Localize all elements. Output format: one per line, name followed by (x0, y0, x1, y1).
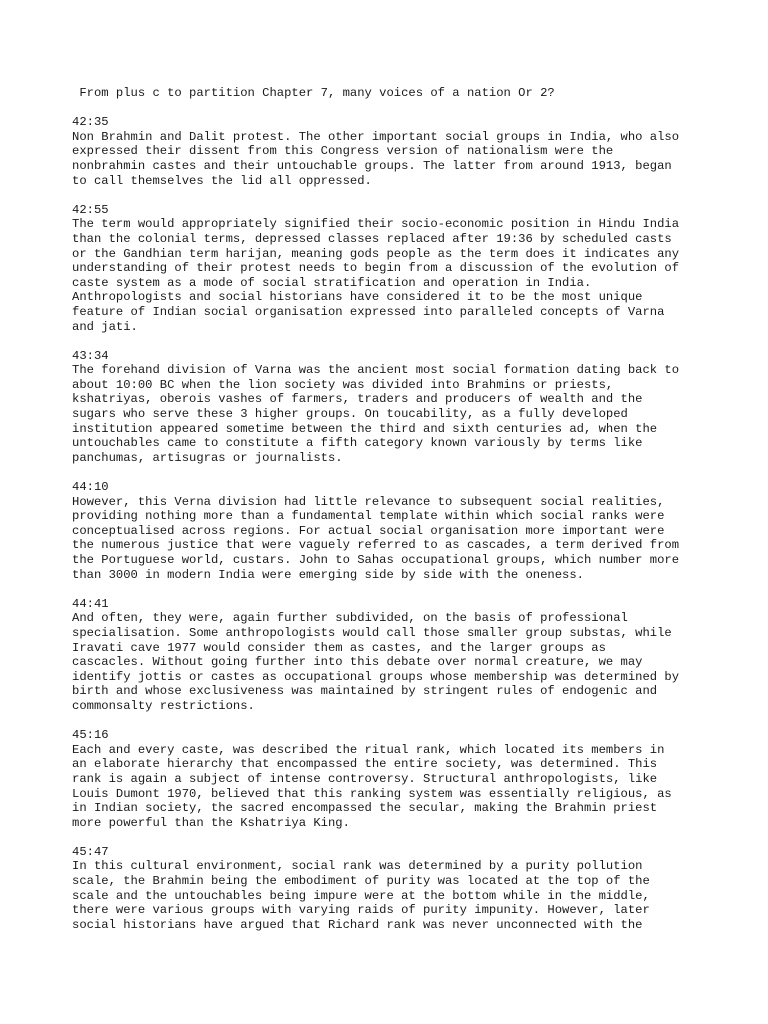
section-text-line: social historians have argued that Richard rank was never unconnected with the (72, 917, 643, 932)
section-text-line: in Indian society, the sacred encompassed the secular, making the Brahmin priest (72, 801, 658, 816)
transcript-sections (72, 115, 702, 932)
section-text-line: The forehand division of Varna was the ancient most social formation dating back to (72, 363, 680, 378)
transcript-section (72, 349, 702, 466)
section-timestamp: 43:34 (72, 348, 109, 363)
section-text-line: expressed their dissent from this Congress version of nationalism were the (72, 144, 614, 159)
section-text-line: birth and whose exclusiveness was maintained by stringent rules of endogenic and (72, 684, 658, 699)
section-text-line: untouchables came to constitute a fifth category known variously by terms like (72, 436, 643, 451)
section-text-line: kshatriyas, oberois vashes of farmers, traders and producers of wealth and the (72, 392, 643, 407)
document-page (72, 86, 702, 947)
transcript-section (72, 728, 702, 830)
section-text-line: more powerful than the Kshatriya King. (72, 815, 350, 830)
section-text-line: the numerous justice that were vaguely referred to as cascades, a term derived from (72, 538, 680, 553)
section-text-line: And often, they were, again further subdivided, on the basis of professional (72, 611, 628, 626)
section-text-line: identify jottis or castes as occupational groups whose membership was determined by (72, 669, 680, 684)
section-text-line: institution appeared sometime between the third and sixth centuries ad, when the (72, 421, 658, 436)
section-text-line: or the Gandhian term harijan, meaning gods people as the term does it indicates any (72, 246, 680, 261)
section-text-line: an elaborate hierarchy that encompassed the entire society, was determined. This (72, 757, 658, 772)
section-text-line: to call themselves the lid all oppressed. (72, 173, 372, 188)
transcript-section (72, 203, 702, 334)
document-title: From plus c to partition Chapter 7, many voices of a nation Or 2? (72, 86, 555, 100)
section-text-line: In this cultural environment, social rank was determined by a purity pollution (72, 859, 643, 874)
section-timestamp: 44:10 (72, 480, 109, 495)
transcript-section (72, 480, 702, 582)
section-text-line: and jati. (72, 319, 138, 334)
section-text-line: caste system as a mode of social stratification and operation in India. (72, 275, 592, 290)
transcript-section (72, 115, 702, 188)
section-text-line: commonsalty restrictions. (72, 698, 255, 713)
section-text-line: specialisation. Some anthropologists would call those smaller group substas, while (72, 625, 672, 640)
section-text-line: Each and every caste, was described the ritual rank, which located its members in (72, 742, 665, 757)
section-text-line: there were various groups with varying raids of purity impunity. However, later (72, 903, 650, 918)
section-text-line: The term would appropriately signified their socio-economic position in Hindu India (72, 217, 680, 232)
section-text-line: than 3000 in modern India were emerging side by side with the oneness. (72, 567, 584, 582)
section-text-line: conceptualised across regions. For actual social organisation more important were (72, 523, 665, 538)
section-text-line: understanding of their protest needs to begin from a discussion of the evolution of (72, 261, 680, 276)
section-text-line: cascacles. Without going further into this debate over normal creature, we may (72, 655, 643, 670)
section-text-line: Non Brahmin and Dalit protest. The other important social groups in India, who also (72, 129, 680, 144)
section-text-line: However, this Verna division had little relevance to subsequent social realities, (72, 494, 665, 509)
section-text-line: scale, the Brahmin being the embodiment of purity was located at the top of the (72, 874, 650, 889)
section-text-line: Anthropologists and social historians have considered it to be the most unique (72, 290, 643, 305)
section-timestamp: 44:41 (72, 596, 109, 611)
section-timestamp: 45:16 (72, 728, 109, 743)
section-text-line: the Portuguese world, custars. John to Sahas occupational groups, which number more (72, 553, 680, 567)
section-text-line: scale and the untouchables being impure were at the bottom while in the middle, (72, 888, 650, 903)
section-text-line: providing nothing more than a fundamental template within which social ranks were (72, 509, 665, 524)
section-text-line: Iravati cave 1977 would consider them as castes, and the larger groups as (72, 640, 606, 655)
transcript-section (72, 597, 702, 714)
section-text-line: about 10:00 BC when the lion society was divided into Brahmins or priests, (72, 377, 614, 392)
section-text-line: than the colonial terms, depressed classes replaced after 19:36 by scheduled casts (72, 231, 672, 246)
section-timestamp: 45:47 (72, 844, 109, 859)
section-text-line: Louis Dumont 1970, believed that this ranking system was essentially religious, as (72, 786, 672, 801)
transcript-section (72, 845, 702, 933)
section-text-line: rank is again a subject of intense controversy. Structural anthropologists, like (72, 771, 658, 786)
section-text-line: nonbrahmin castes and their untouchable groups. The latter from around 1913, began (72, 158, 672, 173)
section-text-line: panchumas, artisugras or journalists. (72, 450, 343, 465)
section-text-line: sugars who serve these 3 higher groups. On toucability, as a fully developed (72, 407, 628, 422)
section-timestamp: 42:35 (72, 115, 109, 130)
section-text-line: feature of Indian social organisation expressed into paralleled concepts of Varna (72, 304, 665, 319)
section-timestamp: 42:55 (72, 202, 109, 217)
